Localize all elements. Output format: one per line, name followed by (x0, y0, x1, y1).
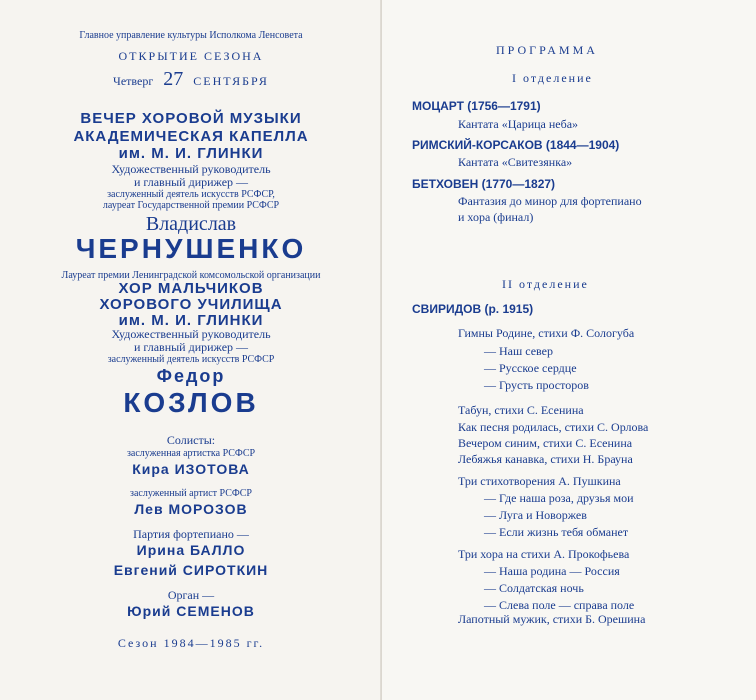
choir2-role-line1: Художественный руководитель (111, 327, 271, 341)
season-footer: Сезон 1984—1985 гг. (117, 636, 265, 650)
cycle1-item-1: — Наш север (484, 344, 553, 358)
soloists-label: Солисты: (166, 433, 216, 447)
choir1-name-line2: им. М. И. ГЛИНКИ (118, 145, 264, 162)
soloist1-title: заслуженная артистка РСФСР (126, 448, 256, 459)
part1-label: I отделение (512, 71, 593, 85)
soloist1-name: Кира ИЗОТОВА (132, 461, 250, 477)
soloist2-title: заслуженный артист РСФСР (130, 488, 252, 499)
program-title: ПРОГРАММА (496, 43, 598, 57)
cycle1-title: Гимны Родине, стихи Ф. Сологуба (458, 326, 635, 340)
song-4: Лебяжья канавка, стихи Н. Брауна (458, 452, 633, 466)
organ-label: Орган — (167, 588, 215, 602)
cycle2-item-2: — Луга и Новоржев (484, 508, 587, 522)
choir2-name-line2: ХОРОВОГО УЧИЛИЩА (99, 296, 283, 313)
choir1-title-line2: лауреат Государственной премии РСФСР (102, 200, 280, 211)
conductor2-first-name: Федор (156, 366, 226, 386)
cycle2-item-1: — Где наша роза, друзья мои (484, 491, 634, 505)
conductor2-last-name: КОЗЛОВ (123, 387, 259, 418)
season-opening: ОТКРЫТИЕ СЕЗОНА (118, 49, 264, 63)
cycle2-title: Три стихотворения А. Пушкина (458, 474, 621, 488)
pianist1-name: Ирина БАЛЛО (136, 542, 246, 558)
cycle3-item-2: — Солдатская ночь (484, 581, 584, 595)
choir1-name-line1: АКАДЕМИЧЕСКАЯ КАПЕЛЛА (73, 128, 309, 145)
soloist2-name: Лев МОРОЗОВ (134, 501, 248, 517)
right-page (382, 0, 756, 700)
date-day: 27 (163, 68, 184, 90)
song-3: Вечером синим, стихи С. Есенина (458, 436, 633, 450)
song-1: Табун, стихи С. Есенина (458, 403, 584, 417)
organist-name: Юрий СЕМЕНОВ (127, 603, 255, 619)
choir2-role-line2: и главный дирижер — (133, 340, 249, 354)
choir2-title-line1: заслуженный деятель искусств РСФСР (107, 354, 275, 365)
part1-composer-1: МОЦАРТ (1756—1791) (412, 99, 541, 113)
part2-label: II отделение (502, 277, 589, 291)
conductor1-first-name: Владислав (145, 213, 237, 235)
date-weekday: Четверг (113, 74, 154, 88)
cycle3-title: Три хора на стихи А. Прокофьева (458, 547, 630, 561)
song-2: Как песня родилась, стихи С. Орлова (458, 420, 649, 434)
cycle2-item-3: — Если жизнь тебя обманет (484, 525, 629, 539)
cycle1-item-3: — Грусть просторов (484, 378, 589, 392)
date-month: СЕНТЯБРЯ (193, 74, 269, 88)
piano-label: Партия фортепиано — (133, 527, 249, 541)
part1-work-2: Кантата «Свитезянка» (458, 155, 573, 169)
part1-work-3b: и хора (финал) (458, 210, 534, 224)
choir2-name-line3: им. М. И. ГЛИНКИ (118, 312, 264, 329)
part1-composer-2: РИМСКИЙ-КОРСАКОВ (1844—1904) (412, 138, 620, 152)
choir1-role-line1: Художественный руководитель (111, 162, 271, 176)
choir1-title-line1: заслуженный деятель искусств РСФСР, (107, 189, 275, 200)
choir2-laureate: Лауреат премии Ленинградской комсомольской организации (61, 270, 321, 281)
part1-work-3a: Фантазия до минор для фортепиано (458, 194, 642, 208)
pianist2-name: Евгений СИРОТКИН (113, 562, 269, 578)
part1-composer-3: БЕТХОВЕН (1770—1827) (412, 177, 556, 191)
cycle3-item-1: — Наша родина — Россия (484, 564, 620, 578)
final-item: Лапотный мужик, стихи Б. Орешина (458, 612, 646, 626)
header-org: Главное управление культуры Исполкома Ленсовета (79, 30, 303, 41)
conductor1-last-name: ЧЕРНУШЕНКО (75, 233, 307, 264)
cycle3-item-3: — Слева поле — справа поле (484, 598, 635, 612)
date-line (0, 68, 382, 91)
event-title: ВЕЧЕР ХОРОВОЙ МУЗЫКИ (80, 110, 302, 127)
choir2-name-line1: ХОР МАЛЬЧИКОВ (118, 280, 264, 297)
choir1-role-line2: и главный дирижер — (133, 175, 249, 189)
part1-work-1: Кантата «Царица неба» (458, 117, 579, 131)
cycle1-item-2: — Русское сердце (484, 361, 577, 375)
part2-composer: СВИРИДОВ (р. 1915) (412, 302, 534, 316)
